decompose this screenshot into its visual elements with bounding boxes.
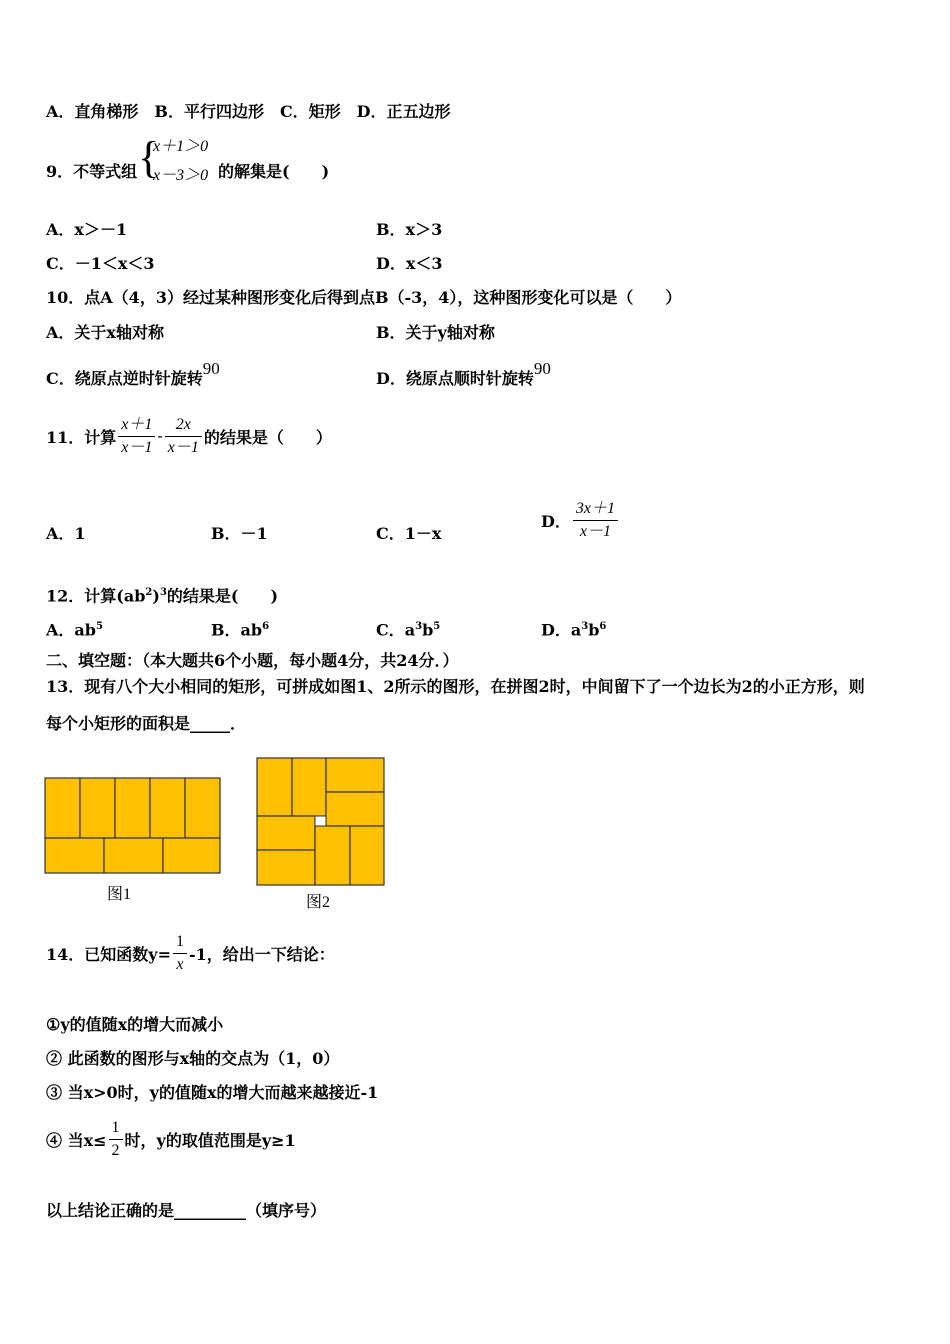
q9-option-a: A．x＞－1 <box>46 220 128 239</box>
q14-conclusion-1: ①y的值随x的增大而减小 <box>46 1015 224 1034</box>
q14-f-den: x <box>176 956 184 973</box>
q10-option-b: B．关于y轴对称 <box>376 323 495 342</box>
q13-figure-2-caption: 图2 <box>306 894 331 911</box>
q11-option-b: B．－1 <box>211 524 268 543</box>
q12-sup2: 3 <box>159 587 167 598</box>
q9-brace: { <box>138 133 160 182</box>
q12-option-a <box>46 617 103 640</box>
q13-figure-2 <box>255 756 387 888</box>
q14-c4-suffix: 时，y的取值范围是y≥1 <box>124 1131 296 1150</box>
q11-f1-num: x＋1 <box>118 414 155 437</box>
fig1-rect <box>104 838 163 873</box>
q12-sup1: 2 <box>145 587 153 598</box>
q10-option-d-text: D．绕原点顺时针旋转 <box>376 369 534 388</box>
q11-prefix: 11．计算 <box>46 428 117 447</box>
fig1-rect <box>163 838 220 873</box>
q13-figure-1 <box>44 777 224 875</box>
q14-fraction <box>173 931 187 976</box>
fig2-rect <box>350 826 384 885</box>
q12-option-d <box>541 617 606 640</box>
q14-stem <box>46 931 335 976</box>
q11-option-d <box>541 498 620 543</box>
fig1-rect <box>45 838 104 873</box>
q9-suffix: 的解集是( ) <box>218 162 330 181</box>
q10-option-c-angle: 90 <box>202 359 220 378</box>
q12-c-a: C．a <box>376 620 416 640</box>
q14-c4-fraction <box>109 1117 123 1162</box>
section-2-heading: 二、填空题：（本大题共6个小题，每小题4分，共24分．） <box>46 651 459 670</box>
q9-option-b: B．x＞3 <box>376 220 443 239</box>
q14-prefix: 14．已知函数y= <box>46 945 171 964</box>
q10-option-d-angle: 90 <box>533 359 551 378</box>
q12-suffix: 的结果是( ) <box>166 586 279 606</box>
fig2-rect <box>292 758 326 816</box>
fig2-rect <box>326 792 384 826</box>
q11-option-a: A．1 <box>46 524 86 543</box>
q13-figure-1-caption: 图1 <box>107 886 132 903</box>
q12-a-text: A．ab <box>46 620 96 640</box>
fig2-rect <box>257 850 315 885</box>
q9-ineq2: x－3＞0 <box>153 167 209 184</box>
fig1-rect <box>185 778 220 838</box>
q14-conclusion-3: ③ 当x>0时，y的值随x的增大而越来越接近-1 <box>46 1083 379 1102</box>
q12-prefix: 12．计算(ab <box>46 586 146 606</box>
q10-option-c <box>46 359 220 389</box>
q11-option-d-fraction <box>573 498 618 543</box>
q14-c4-prefix: ④ 当x≤ <box>46 1131 107 1150</box>
fig2-rect <box>326 758 384 792</box>
q14-conclusion-2: ② 此函数的图形与x轴的交点为（1，0） <box>46 1049 340 1068</box>
q12-d-a: D．a <box>541 620 582 640</box>
q12-b-sup: 6 <box>262 621 270 632</box>
fig1-rect <box>115 778 150 838</box>
q11-fraction-2 <box>165 414 202 459</box>
q12-mid: ) <box>152 586 160 606</box>
fig2-center-square <box>315 816 326 826</box>
q11-d-num: 3x＋1 <box>573 498 618 521</box>
q14-conclusion-4 <box>46 1117 296 1162</box>
q12-option-b <box>211 617 269 640</box>
q11-f1-den: x－1 <box>121 439 153 456</box>
q12-c-sup1: 3 <box>415 621 423 632</box>
q11-minus: - <box>157 427 163 445</box>
fig1-rect <box>80 778 115 838</box>
q12-a-sup: 5 <box>95 621 103 632</box>
q11-f2-num: 2x <box>165 414 202 437</box>
q10-option-c-text: C．绕原点逆时针旋转 <box>46 369 203 388</box>
q12-c-sup2: 5 <box>433 621 441 632</box>
fig2-rect <box>257 816 315 850</box>
q9-option-d: D．x＜3 <box>376 254 443 273</box>
q12-option-c <box>376 617 440 640</box>
q10-option-a: A．关于x轴对称 <box>46 323 164 342</box>
q14-suffix: -1，给出一下结论： <box>188 945 335 964</box>
q10-stem: 10．点A（4，3）经过某种图形变化后得到点B（-3，4），这种图形变化可以是（ ） <box>46 288 682 307</box>
q12-b-text: B．ab <box>211 620 263 640</box>
fig1-rect <box>150 778 185 838</box>
figure-1-rectangles <box>45 778 220 873</box>
q12-d-sup1: 3 <box>581 621 589 632</box>
q11-option-c: C．1－x <box>376 524 442 543</box>
q14-c4-num: 1 <box>109 1117 123 1140</box>
q11-f2-den: x－1 <box>167 439 199 456</box>
q12-d-sup2: 6 <box>599 621 607 632</box>
q12-c-b: b <box>422 620 434 640</box>
q11-d-den: x－1 <box>579 523 611 540</box>
q14-c4-den: 2 <box>111 1142 120 1159</box>
fig1-rect <box>45 778 80 838</box>
q12-stem <box>46 583 278 606</box>
q10-option-d <box>376 359 551 389</box>
q11-fraction-1 <box>118 414 155 459</box>
q9-option-c: C．－1＜x＜3 <box>46 254 155 273</box>
q9-ineq1: x＋1＞0 <box>153 138 209 155</box>
fig2-rect <box>257 758 292 816</box>
q14-f-num: 1 <box>173 931 187 954</box>
q9-prefix: 9．不等式组 <box>46 162 138 181</box>
q11-suffix: 的结果是（ ） <box>203 428 332 447</box>
q13-line2: 每个小矩形的面积是_____． <box>46 714 247 733</box>
q11-option-d-label: D． <box>541 512 571 531</box>
q11-stem <box>46 414 332 459</box>
q8-options: A．直角梯形 B．平行四边形 C．矩形 D．正五边形 <box>46 102 451 121</box>
q13-line1: 13．现有八个大小相同的矩形，可拼成如图1、2所示的图形，在拼图2时，中间留下了一个边长为2的小正方形，则 <box>46 677 865 696</box>
q12-d-b: b <box>588 620 600 640</box>
fig2-rect <box>315 826 350 885</box>
q14-answer-line: 以上结论正确的是_________（填序号） <box>46 1201 327 1220</box>
